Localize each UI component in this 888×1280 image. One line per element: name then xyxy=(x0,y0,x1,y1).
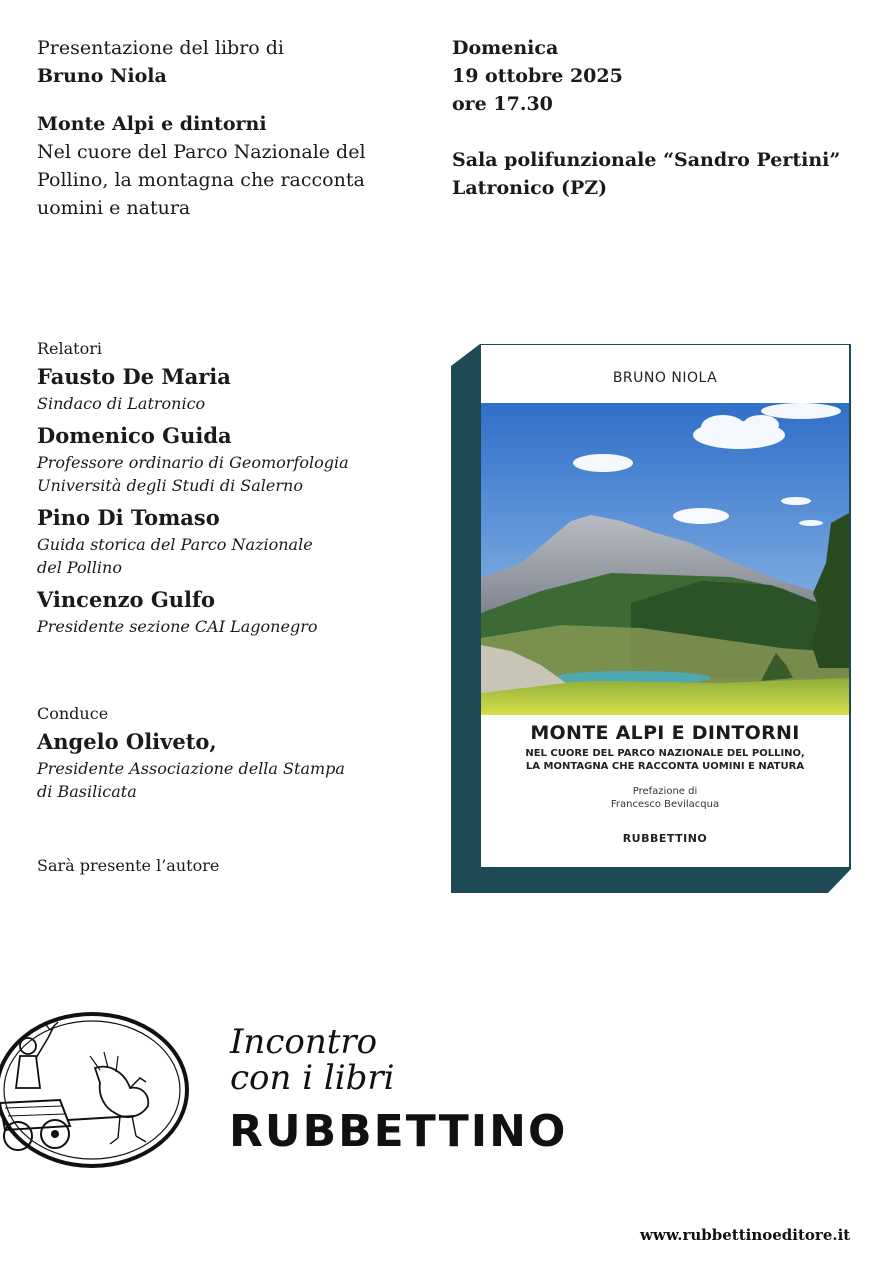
event-day: Domenica xyxy=(452,37,559,59)
cover-subtitle xyxy=(501,747,829,773)
intro-subtitle-line: Nel cuore del Parco Nazionale del xyxy=(37,141,366,163)
cover-preface xyxy=(481,785,849,811)
intro-label: Presentazione del libro di xyxy=(37,37,284,59)
intro-subtitle-line: Pollino, la montagna che racconta xyxy=(37,169,365,191)
speaker-role: Professore ordinario di Geomorfologia xyxy=(37,453,349,472)
speaker-role: Presidente sezione CAI Lagonegro xyxy=(37,617,318,636)
intro-book-title: Monte Alpi e dintorni xyxy=(37,113,267,135)
speaker-name: Fausto De Maria xyxy=(37,364,231,389)
event-date: 19 ottobre 2025 xyxy=(452,65,623,87)
cover-preface-author: Francesco Bevilacqua xyxy=(610,799,720,810)
speaker xyxy=(37,503,427,579)
cover-author: BRUNO NIOLA xyxy=(612,370,718,386)
speaker-name: Vincenzo Gulfo xyxy=(37,587,216,612)
book-cover-image xyxy=(451,342,851,893)
cover-title: MONTE ALPI E DINTORNI xyxy=(530,722,800,744)
tagline xyxy=(230,1024,395,1096)
moderator-role: Presidente Associazione della Stampa xyxy=(37,759,345,778)
intro-block xyxy=(37,34,417,222)
tagline-line: Incontro xyxy=(230,1022,378,1062)
moderator-name: Angelo Oliveto, xyxy=(37,729,217,754)
cover-subtitle-line: NEL CUORE DEL PARCO NAZIONALE DEL POLLINO, xyxy=(525,748,805,759)
speaker-role: Sindaco di Latronico xyxy=(37,394,206,413)
tagline-line: con i libri xyxy=(230,1058,395,1098)
speakers-section xyxy=(37,338,427,644)
moderator-label: Conduce xyxy=(37,704,109,723)
speaker-role: Università degli Studi di Salerno xyxy=(37,476,303,495)
event-place: Latronico (PZ) xyxy=(452,177,608,199)
intro-author: Bruno Niola xyxy=(37,65,167,87)
speaker-role: Guida storica del Parco Nazionale xyxy=(37,535,313,554)
cover-publisher: RUBBETTINO xyxy=(622,832,708,845)
speaker-name: Pino Di Tomaso xyxy=(37,505,220,530)
cover-preface-label: Prefazione di xyxy=(632,786,698,797)
speaker-name: Domenico Guida xyxy=(37,423,232,448)
speaker-role: del Pollino xyxy=(37,558,122,577)
moderator-section xyxy=(37,703,427,803)
cover-subtitle-line: LA MONTAGNA CHE RACCONTA UOMINI E NATURA xyxy=(525,761,805,772)
website-link[interactable]: www.rubbettinoeditore.it xyxy=(640,1226,851,1244)
publisher-logo: RUBBETTINO xyxy=(229,1106,568,1157)
author-present-note: Sarà presente l’autore xyxy=(37,856,220,875)
speaker xyxy=(37,362,427,415)
mercury-chariot-emblem-icon xyxy=(0,1008,195,1173)
event-block xyxy=(452,34,872,202)
mountain-landscape-photo xyxy=(481,403,849,715)
speaker xyxy=(37,421,427,497)
speaker xyxy=(37,585,427,638)
speakers-label: Relatori xyxy=(37,339,102,358)
event-venue: Sala polifunzionale “Sandro Pertini” xyxy=(452,149,841,171)
intro-subtitle-line: uomini e natura xyxy=(37,197,191,219)
moderator-role: di Basilicata xyxy=(37,782,137,801)
book-front-cover xyxy=(480,344,850,868)
event-time: ore 17.30 xyxy=(452,93,553,115)
